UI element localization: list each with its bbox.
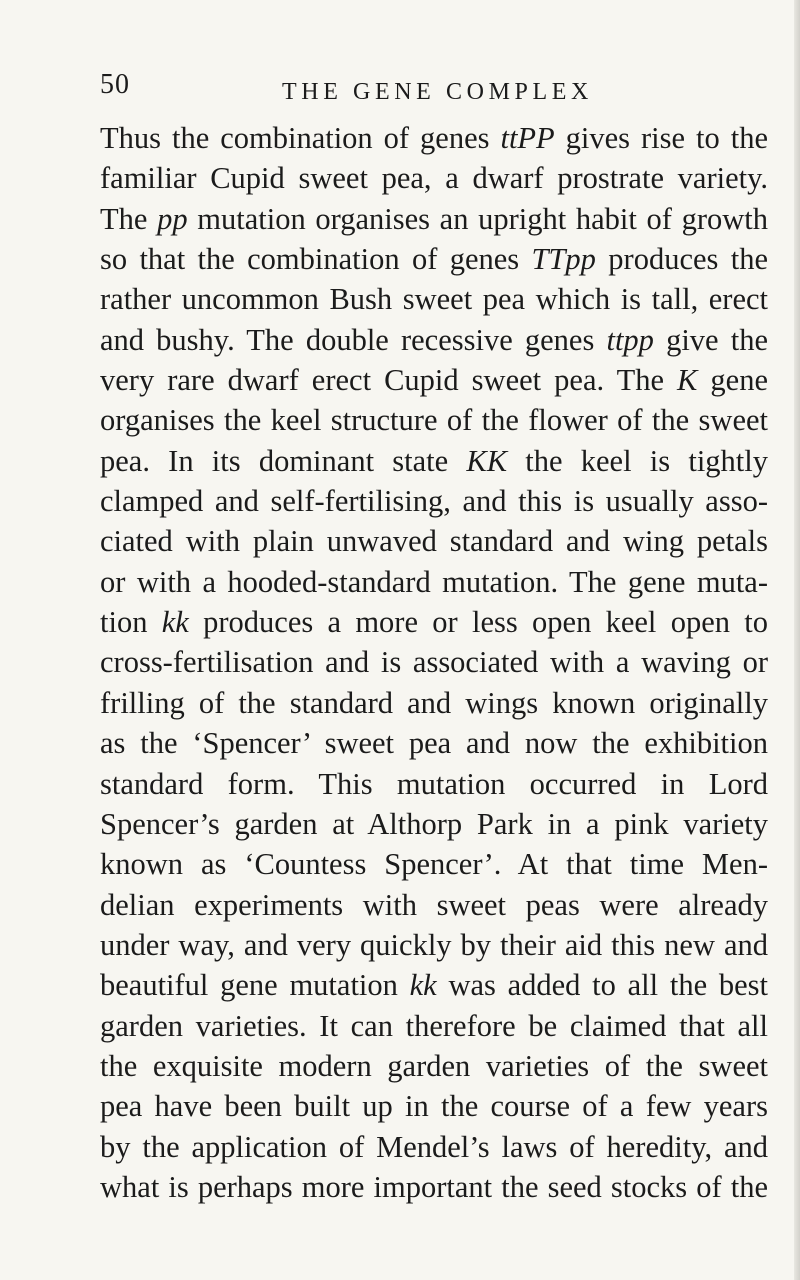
- text-line: [100, 118, 768, 158]
- text-segment: clamped and self-fertilising, and this is usually asso-: [100, 484, 768, 519]
- text-line: [100, 441, 768, 481]
- text-segment: delian experiments with sweet peas were already: [100, 887, 768, 922]
- text-segment: cross-fertilisation and is associated with a waving or: [100, 645, 768, 680]
- text-line: [100, 683, 768, 723]
- text-segment: very rare dwarf erect Cupid sweet pea. The: [100, 363, 678, 398]
- text-segment: pea have been built up in the course of a few years: [100, 1089, 768, 1124]
- text-segment: organises the keel structure of the flower of the sweet: [100, 403, 768, 438]
- text-segment: what is perhaps more important the seed stocks of the: [100, 1169, 768, 1204]
- text-segment: produces a more or less open keel open to: [188, 605, 769, 640]
- text-segment: so that the combination of genes: [100, 242, 532, 277]
- running-title: THE GENE COMPLEX: [282, 79, 593, 105]
- text-segment: by the application of Mendel’s laws of heredity, and: [100, 1129, 768, 1164]
- text-line: [100, 481, 768, 521]
- text-line: [100, 764, 768, 804]
- text-segment: give the: [653, 322, 768, 357]
- gene-symbol: ttPP: [500, 121, 555, 155]
- text-segment: the keel is tightly: [507, 443, 768, 478]
- gene-symbol: ttpp: [606, 322, 654, 357]
- text-segment: Thus the combination of genes: [100, 121, 501, 155]
- text-segment: The: [100, 201, 158, 236]
- text-segment: frilling of the standard and wings known originally: [100, 685, 768, 720]
- text-line: [100, 239, 768, 279]
- text-line: [100, 804, 768, 844]
- text-segment: as the ‘Spencer’ sweet pea and now the exhibition: [100, 726, 768, 761]
- text-line: [100, 602, 768, 642]
- text-segment: rather uncommon Bush sweet pea which is tall, erect: [100, 282, 768, 317]
- text-line: [100, 925, 768, 965]
- body-text: [100, 118, 768, 1207]
- text-segment: gives rise to the: [554, 121, 768, 155]
- text-line: [100, 320, 768, 360]
- text-segment: standard form. This mutation occurred in Lord: [100, 766, 768, 801]
- text-line: [100, 1127, 768, 1167]
- text-segment: or with a hooded-standard mutation. The gene muta-: [100, 564, 768, 599]
- text-segment: and bushy. The double recessive genes: [100, 322, 607, 357]
- text-line: [100, 158, 768, 198]
- text-segment: produces the: [595, 242, 768, 277]
- text-segment: pea. In its dominant state: [100, 443, 467, 478]
- text-line: [100, 1006, 768, 1046]
- gene-symbol: kk: [409, 968, 437, 1003]
- text-segment: the exquisite modern garden varieties of the sweet: [100, 1048, 768, 1083]
- gene-symbol: TTpp: [531, 242, 596, 277]
- text-line: [100, 1046, 768, 1086]
- text-segment: garden varieties. It can therefore be claimed that all: [100, 1008, 768, 1043]
- text-segment: tion: [100, 605, 162, 640]
- text-line: [100, 199, 768, 239]
- gene-symbol: KK: [466, 443, 508, 478]
- gene-symbol: K: [677, 363, 698, 398]
- text-segment: ciated with plain unwaved standard and wing petals: [100, 524, 768, 559]
- text-line: [100, 723, 768, 763]
- text-line: [100, 562, 768, 602]
- page-edge-shadow: [794, 0, 800, 1280]
- text-line: [100, 400, 768, 440]
- text-line: [100, 844, 768, 884]
- text-line: [100, 885, 768, 925]
- text-segment: was added to all the best: [436, 968, 768, 1003]
- text-segment: known as ‘Countess Spencer’. At that time Men-: [100, 847, 768, 882]
- text-line: [100, 1167, 768, 1207]
- text-line: [100, 1086, 768, 1126]
- page-number: 50: [100, 69, 130, 100]
- text-line: [100, 360, 768, 400]
- text-segment: under way, and very quickly by their aid this new and: [100, 927, 768, 962]
- text-segment: mutation organises an upright habit of growth: [187, 201, 768, 236]
- text-line: [100, 279, 768, 319]
- text-segment: beautiful gene mutation: [100, 968, 410, 1003]
- text-line: [100, 521, 768, 561]
- gene-symbol: kk: [161, 605, 189, 640]
- text-segment: gene: [697, 363, 768, 398]
- text-segment: familiar Cupid sweet pea, a dwarf prostrate variety.: [100, 161, 768, 196]
- text-segment: Spencer’s garden at Althorp Park in a pink variety: [100, 806, 768, 841]
- text-line: [100, 965, 768, 1005]
- text-line: [100, 642, 768, 682]
- gene-symbol: pp: [157, 201, 188, 236]
